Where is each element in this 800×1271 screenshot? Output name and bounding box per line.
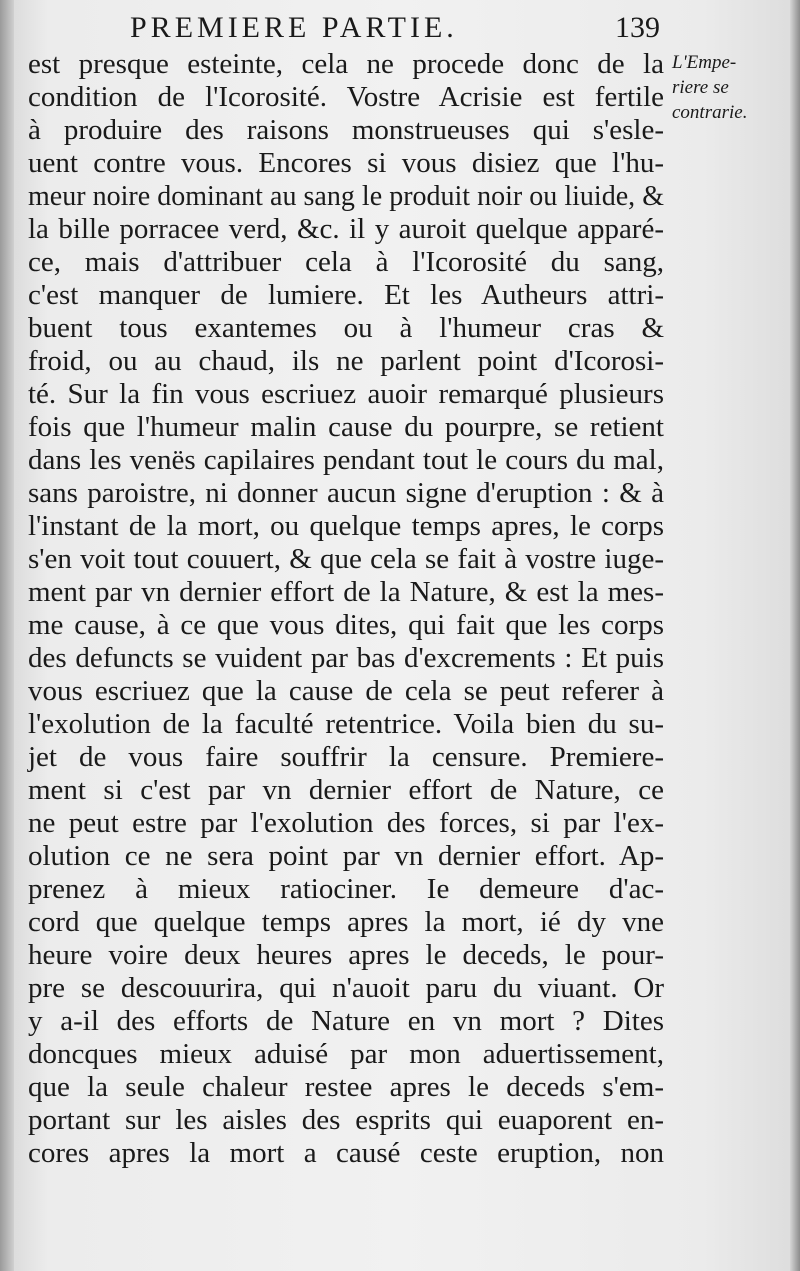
marginal-note-line: contrarie. (672, 102, 748, 123)
body-line: jet de vous faire souffrir la censure. Premiere- (28, 741, 664, 773)
body-line: sans paroistre, ni donner aucun signe d'eruption : & à (28, 477, 664, 509)
body-line: vous escriuez que la cause de cela se peut referer à (28, 675, 664, 707)
body-line: que la seule chaleur restee apres le deceds s'em- (28, 1071, 664, 1103)
body-line: prenez à mieux ratiociner. Ie demeure d'ac- (28, 873, 664, 905)
body-line: cores apres la mort a causé ceste eruption, non (28, 1137, 664, 1169)
body-line: est presque esteinte, cela ne procede donc de la (28, 48, 664, 80)
body-line: buent tous exantemes ou à l'humeur cras & (28, 312, 664, 344)
body-line: des defuncts se vuident par bas d'excrements : Et puis (28, 642, 664, 674)
body-line: la bille porracee verd, &c. il y auroit quelque apparé- (28, 213, 664, 245)
running-head-title: PREMIERE PARTIE. (130, 11, 458, 44)
body-line: à produire des raisons monstrueuses qui s'esle- (28, 114, 664, 146)
body-line: froid, ou au chaud, ils ne parlent point d'Icorosi- (28, 345, 664, 377)
body-line: pre se descouurira, qui n'auoit paru du viuant. Or (28, 972, 664, 1004)
body-line: uent contre vous. Encores si vous disiez que l'hu- (28, 147, 664, 179)
body-line: condition de l'Icorosité. Vostre Acrisie est fertile (28, 81, 664, 113)
page-number: 139 (615, 11, 660, 44)
marginal-note (672, 50, 782, 125)
page-right-edge-shadow (790, 0, 800, 1271)
body-line: té. Sur la fin vous escriuez auoir remarqué plusieurs (28, 378, 664, 410)
body-text (28, 48, 664, 1170)
marginal-note-line: riere se (672, 77, 729, 98)
body-line: c'est manquer de lumiere. Et les Autheurs attri- (28, 279, 664, 311)
body-line: doncques mieux aduisé par mon aduertissement, (28, 1038, 664, 1070)
body-line: me cause, à ce que vous dites, qui fait que les corps (28, 609, 664, 641)
page-left-edge-shadow (0, 0, 14, 1271)
body-line: y a-il des efforts de Nature en vn mort ? Dites (28, 1005, 664, 1037)
body-line: ne peut estre par l'exolution des forces, si par l'ex- (28, 807, 664, 839)
body-line: ment par vn dernier effort de la Nature, & est la mes- (28, 576, 664, 608)
marginal-note-line: L'Empe- (672, 52, 737, 73)
body-line: l'instant de la mort, ou quelque temps apres, le corps (28, 510, 664, 542)
body-line: l'exolution de la faculté retentrice. Voila bien du su- (28, 708, 664, 740)
body-line: portant sur les aisles des esprits qui euaporent en- (28, 1104, 664, 1136)
body-line: ce, mais d'attribuer cela à l'Icorosité du sang, (28, 246, 664, 278)
body-line: dans les venës capilaires pendant tout le cours du mal, (28, 444, 664, 476)
body-line: ment si c'est par vn dernier effort de Nature, ce (28, 774, 664, 806)
body-line: olution ce ne sera point par vn dernier effort. Ap- (28, 840, 664, 872)
body-line: fois que l'humeur malin cause du pourpre, se retient (28, 411, 664, 443)
body-line: heure voire deux heures apres le deceds, le pour- (28, 939, 664, 971)
body-line: cord que quelque temps apres la mort, ié dy vne (28, 906, 664, 938)
body-line: s'en voit tout couuert, & que cela se fait à vostre iuge- (28, 543, 664, 575)
running-head (130, 10, 660, 46)
body-line: meur noire dominant au sang le produit noir ou liuide, & (28, 181, 664, 212)
